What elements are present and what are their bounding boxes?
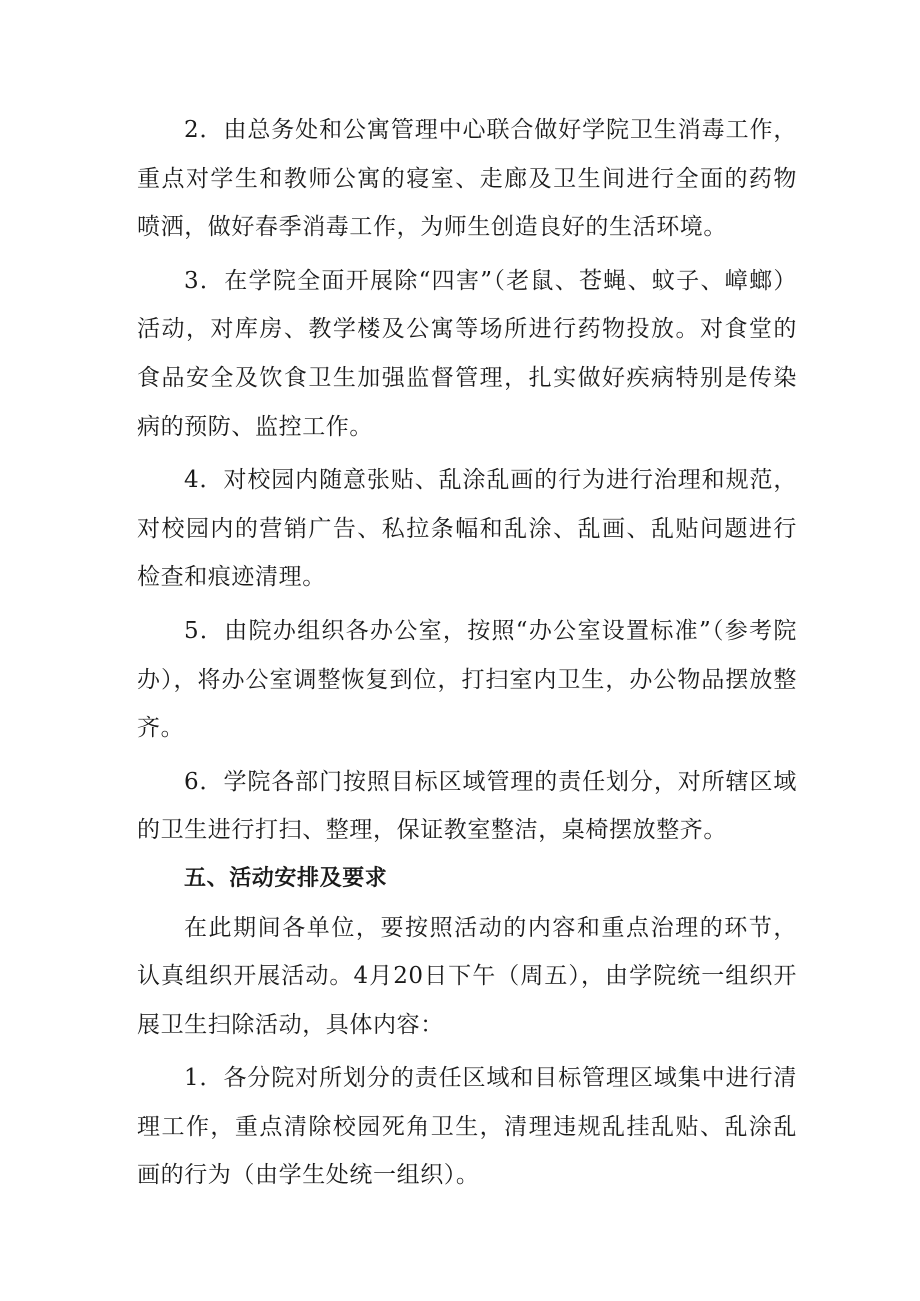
paragraph-item-6: 6．学院各部门按照目标区域管理的责任划分，对所辖区域的卫生进行打扫、整理，保证教室整洁，桌椅摆放整齐。	[137, 768, 797, 844]
document-body	[137, 106, 797, 1200]
section-heading: 五、活动安排及要求	[184, 865, 388, 891]
paragraph-item-3: 3．在学院全面开展除“四害”（老鼠、苍蝇、蚊子、嶂螂）活动，对库房、教学楼及公寓等场所进行药物投放。对食堂的食品安全及饮食卫生加强监督管理，扎实做好疾病特别是传染病的预防、监控工作。	[137, 267, 797, 440]
paragraph-item-4: 4．对校园内随意张贴、乱涂乱画的行为进行治理和规范，对校园内的营销广告、私拉条幅和乱涂、乱画、乱贴问题进行检查和痕迹清理。	[137, 467, 797, 591]
section-intro-paragraph: 在此期间各单位，要按照活动的内容和重点治理的环节，认真组织开展活动。4月20日下午（周五），由学院统一组织开展卫生扫除活动，具体内容：	[137, 914, 797, 1038]
activity-item-1: 1．各分院对所划分的责任区域和目标管理区域集中进行清理工作，重点清除校园死角卫生，清理违规乱挂乱贴、乱涂乱画的行为（由学生处统一组织）。	[137, 1065, 797, 1189]
paragraph-item-2: 2．由总务处和公寓管理中心联合做好学院卫生消毒工作，重点对学生和教师公寓的寝室、走廊及卫生间进行全面的药物喷洒，做好春季消毒工作，为师生创造良好的生活环境。	[137, 117, 797, 241]
paragraph-item-5: 5．由院办组织各办公室，按照“办公室设置标准”（参考院办），将办公室调整恢复到位，打扫室内卫生，办公物品摆放整齐。	[137, 617, 797, 742]
